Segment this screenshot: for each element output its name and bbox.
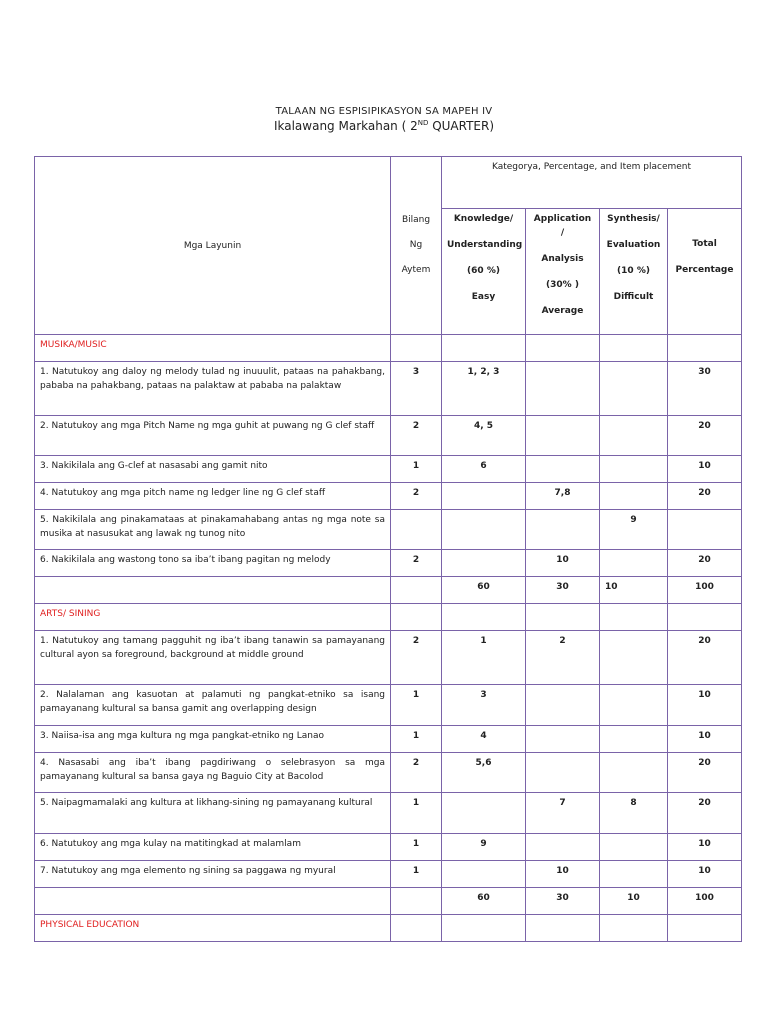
header-item-count-line: Aytem [401,265,431,275]
table-row [35,416,742,456]
difficult-items [600,362,668,416]
average-total: 30 [526,888,600,915]
difficult-items: 8 [600,793,668,834]
easy-total: 60 [442,577,526,604]
grand-total: 100 [668,888,742,915]
header-synthesis-line: Evaluation [606,240,661,250]
easy-items [442,483,526,510]
total-percentage: 20 [668,753,742,793]
table-row [35,753,742,793]
header-application-line: / [560,228,565,238]
header-knowledge-line: Understanding [447,240,523,250]
average-items: 2 [526,631,600,685]
objective-text: 5. Nakikilala ang pinakamataas at pinakamahabang antas ng mga note sa musika at nasusukat ang lawak ng tunog nito [35,510,391,550]
easy-items [442,861,526,888]
item-count: 1 [391,793,442,834]
table-row [35,456,742,483]
average-items [526,456,600,483]
header-item-count [391,157,442,335]
difficult-items [600,456,668,483]
header-knowledge-line: Easy [471,292,496,302]
document-subtitle [0,119,768,133]
header-knowledge [442,209,526,335]
difficult-total: 10 [600,577,668,604]
table-row [35,861,742,888]
header-synthesis-line: (10 %) [617,266,650,276]
average-items: 7,8 [526,483,600,510]
easy-total: 60 [442,888,526,915]
total-percentage: 10 [668,456,742,483]
section-row-music [35,335,742,362]
item-count: 1 [391,834,442,861]
table-row [35,793,742,834]
objective-text: 5. Naipagmamalaki ang kultura at likhang-sining ng pamayanang kultural [35,793,391,834]
average-items [526,416,600,456]
total-percentage: 20 [668,631,742,685]
objective-text: 4. Natutukoy ang mga pitch name ng ledger line ng G clef staff [35,483,391,510]
average-items [526,753,600,793]
header-synthesis-line: Difficult [613,292,654,302]
objective-text: 3. Naiisa-isa ang mga kultura ng mga pangkat-etniko ng Lanao [35,726,391,753]
easy-items: 9 [442,834,526,861]
objective-text: 2. Nalalaman ang kasuotan at palamuti ng pangkat-etniko sa isang pamayanang kultural sa bansa gamit ang overlapping design [35,685,391,726]
header-total [668,209,742,335]
header-application-line: Analysis [541,254,584,264]
header-synthesis-line: Synthesis/ [607,214,660,224]
section-title-music: MUSIKA/MUSIC [35,335,391,362]
item-count: 3 [391,362,442,416]
easy-items: 4 [442,726,526,753]
easy-items: 3 [442,685,526,726]
table-row [35,550,742,577]
totals-row-music [35,577,742,604]
objective-text: 6. Nakikilala ang wastong tono sa iba’t ibang pagitan ng melody [35,550,391,577]
average-items [526,834,600,861]
header-application [526,209,600,335]
header-application-line: Average [541,306,584,316]
average-items [526,510,600,550]
objective-text: 6. Natutukoy ang mga kulay na matitingkad at malamlam [35,834,391,861]
item-count: 1 [391,861,442,888]
objective-text: 2. Natutukoy ang mga Pitch Name ng mga guhit at puwang ng G clef staff [35,416,391,456]
header-item-count-line: Bilang [401,215,431,225]
difficult-items: 9 [600,510,668,550]
difficult-items [600,753,668,793]
easy-items [442,510,526,550]
table-row [35,631,742,685]
difficult-items [600,861,668,888]
total-percentage: 10 [668,861,742,888]
difficult-items [600,685,668,726]
item-count: 2 [391,550,442,577]
section-title-arts: ARTS/ SINING [35,604,391,631]
table-row [35,685,742,726]
section-title-pe: PHYSICAL EDUCATION [35,915,391,942]
easy-items [442,550,526,577]
item-count: 1 [391,726,442,753]
header-total-line: Total [692,239,717,249]
easy-items: 4, 5 [442,416,526,456]
difficult-items [600,631,668,685]
objective-text: 1. Natutukoy ang daloy ng melody tulad ng inuuulit, pataas na pahakbang, pababa na pahakbang, pataas na palaktaw at pababa na palaktaw [35,362,391,416]
total-percentage [668,510,742,550]
header-application-line: (30% ) [546,280,579,290]
total-percentage: 10 [668,685,742,726]
difficult-total: 10 [600,888,668,915]
easy-items: 5,6 [442,753,526,793]
objective-text: 7. Natutukoy ang mga elemento ng sining sa paggawa ng myural [35,861,391,888]
difficult-items [600,416,668,456]
item-count [391,510,442,550]
total-percentage: 20 [668,416,742,456]
average-items: 7 [526,793,600,834]
specification-table [34,156,742,942]
table-row [35,834,742,861]
header-application-line: Application [533,214,592,224]
subtitle-text: Ikalawang Markahan ( 2 [273,119,418,133]
section-row-arts [35,604,742,631]
table-row [35,510,742,550]
table-row [35,362,742,416]
subtitle-text-end: QUARTER) [428,119,495,133]
difficult-items [600,834,668,861]
total-percentage: 20 [668,550,742,577]
easy-items: 1 [442,631,526,685]
average-items: 10 [526,861,600,888]
objective-text: 4. Nasasabi ang iba’t ibang pagdiriwang o selebrasyon sa mga pamayanang kultural sa bansa gaya ng Baguio City at Bacolod [35,753,391,793]
header-total-line: Percentage [675,265,734,275]
header-item-count-line: Ng [409,240,423,250]
section-row-pe [35,915,742,942]
subtitle-superscript: ND [417,119,429,127]
total-percentage: 20 [668,793,742,834]
easy-items: 6 [442,456,526,483]
header-objectives: Mga Layunin [35,157,391,335]
average-items: 10 [526,550,600,577]
item-count: 1 [391,685,442,726]
header-row-top [35,157,742,209]
header-synthesis [600,209,668,335]
total-percentage: 20 [668,483,742,510]
difficult-items [600,550,668,577]
item-count: 2 [391,483,442,510]
item-count: 1 [391,456,442,483]
document-title: TALAAN NG ESPISIPIKASYON SA MAPEH IV [275,106,493,117]
average-items [526,685,600,726]
average-total: 30 [526,577,600,604]
item-count: 2 [391,416,442,456]
average-items [526,726,600,753]
table-row [35,726,742,753]
grand-total: 100 [668,577,742,604]
easy-items [442,793,526,834]
easy-items: 1, 2, 3 [442,362,526,416]
totals-row-arts [35,888,742,915]
header-category: Kategorya, Percentage, and Item placement [442,157,742,209]
objective-text: 3. Nakikilala ang G-clef at nasasabi ang gamit nito [35,456,391,483]
item-count: 2 [391,631,442,685]
header-knowledge-line: Knowledge/ [453,214,514,224]
header-knowledge-line: (60 %) [467,266,500,276]
table-row [35,483,742,510]
average-items [526,362,600,416]
difficult-items [600,726,668,753]
objective-text: 1. Natutukoy ang tamang pagguhit ng iba’t ibang tanawin sa pamayanang cultural ayon sa foreground, background at middle ground [35,631,391,685]
difficult-items [600,483,668,510]
total-percentage: 30 [668,362,742,416]
total-percentage: 10 [668,726,742,753]
total-percentage: 10 [668,834,742,861]
item-count: 2 [391,753,442,793]
